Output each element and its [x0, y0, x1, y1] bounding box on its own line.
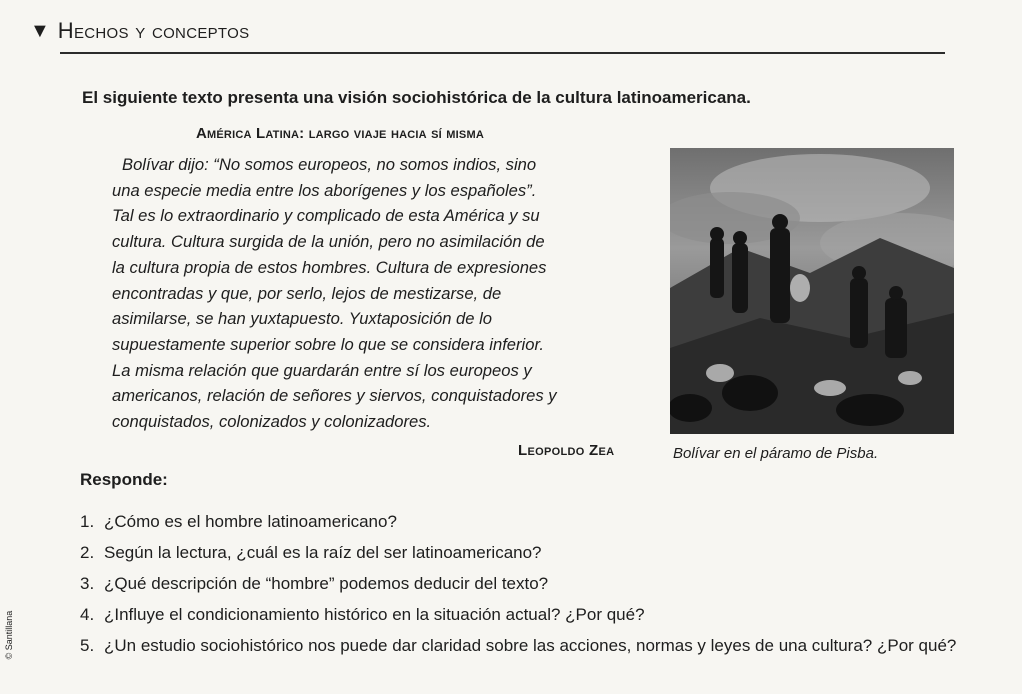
passage-line: asimilarse, se han yuxtapuesto. Yuxtaposición de lo [112, 309, 493, 329]
passage-line: cultura. Cultura surgida de la unión, pero no asimilación de [112, 232, 545, 252]
question-text: ¿Influye el condicionamiento histórico en la situación actual? ¿Por qué? [104, 605, 645, 624]
triangle-down-icon: ▼ [30, 20, 50, 42]
author-name: Leopoldo Zea [518, 442, 615, 459]
photo-caption: Bolívar en el páramo de Pisba. [673, 445, 879, 462]
passage-line: americanos, relación de señores y siervos, conquistadores y [112, 386, 557, 406]
reading-title: América Latina: largo viaje hacia sí misma [196, 125, 484, 142]
section-title: Hechos y conceptos [57, 18, 250, 43]
intro-text: El siguiente texto presenta una visión sociohistórica de la cultura latinoamericana. [82, 88, 751, 107]
copyright-text: © Santillana [4, 610, 14, 660]
question-text: Según la lectura, ¿cuál es la raíz del ser latinoamericano? [104, 543, 542, 562]
copyright-notice [0, 600, 14, 676]
passage-line: una especie media entre los aborígenes y los españoles”. [112, 180, 537, 200]
header-rule [60, 52, 945, 54]
section-header [30, 18, 249, 44]
question-item [80, 634, 960, 657]
question-text: ¿Cómo es el hombre latinoamericano? [104, 512, 397, 531]
question-number: 2. [80, 543, 95, 562]
passage-line: Bolívar dijo: “No somos europeos, no somos indios, sino [122, 155, 537, 174]
bolivar-photo [670, 148, 954, 434]
question-item [80, 572, 960, 595]
questions-list [80, 510, 960, 665]
passage-line: encontradas y que, por serlo, lejos de mestizarse, de [112, 283, 502, 303]
question-number: 1. [80, 512, 95, 531]
question-item [80, 541, 960, 564]
question-text: ¿Qué descripción de “hombre” podemos deducir del texto? [104, 574, 549, 593]
question-text: ¿Un estudio sociohistórico nos puede dar claridad sobre las acciones, normas y leyes de una cultura? ¿Por qué? [104, 636, 957, 655]
question-item [80, 510, 960, 533]
respond-heading: Responde: [80, 470, 168, 489]
passage-line: la cultura propia de estos hombres. Cultura de expresiones [112, 257, 547, 277]
passage-line: La misma relación que guardarán entre sí los europeos y [112, 360, 532, 380]
passage-line: supuestamente superior sobre lo que se considera inferior. [112, 334, 544, 354]
passage-line: conquistados, colonizados y colonizadores. [112, 412, 432, 432]
passage-line: Tal es lo extraordinario y complicado de esta América y su [112, 206, 540, 226]
question-number: 3. [80, 574, 95, 593]
question-number: 4. [80, 605, 95, 624]
question-item [80, 603, 960, 626]
question-number: 5. [80, 636, 95, 655]
reading-passage [112, 152, 652, 435]
